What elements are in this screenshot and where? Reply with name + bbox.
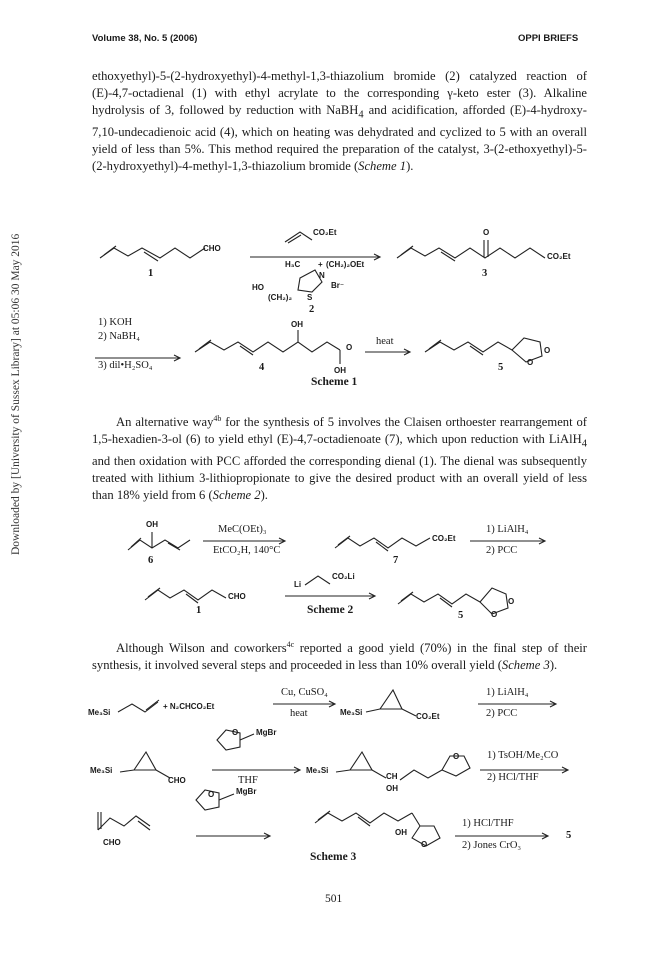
s2-o2: O — [491, 610, 498, 619]
p1-sub: 4 — [358, 109, 364, 121]
p2-text-c: and then oxidation with PCC afforded the corresponding dienal (1). The dienal was subsequently treated with lithium 3-lithiopropionate to give the desired product with an overall yield of less than 18% yield from 6 ( — [92, 453, 587, 502]
s3-me3si-1: Me₃Si — [88, 708, 111, 717]
s1-cho: CHO — [203, 244, 221, 253]
s2-li: Li — [294, 580, 302, 589]
lactone-5b — [398, 594, 480, 604]
p2-sub: 4 — [581, 438, 587, 450]
s2-reagent-1: MeC(OEt)₃ — [218, 524, 267, 535]
s3-hcl-2: 1) HCl/THF — [462, 818, 514, 829]
s3-diazo: + N₂CHCO₂Et — [163, 702, 215, 711]
cyclopropane-1 — [380, 690, 402, 709]
p1-text-d: ). — [406, 158, 414, 173]
s3-co2et: CO₂Et — [416, 712, 440, 721]
s3-cond-heat: heat — [290, 708, 308, 719]
s2-co2li: CO₂Li — [332, 572, 355, 581]
s1-cat-s: S — [307, 293, 313, 302]
s1-heat: heat — [376, 336, 394, 347]
s1-keto-o: O — [483, 228, 490, 237]
s3-cho-2: CHO — [103, 838, 121, 847]
page-number: 501 — [325, 893, 343, 905]
s1-label-1: 1 — [148, 268, 154, 279]
s1-co2et: CO₂Et — [547, 252, 571, 261]
p1-text-a: ethoxyethyl)-5-(2-hydroxyethyl)-4-methyl-1,3-thiazolium bromide (2) catalyzed reaction of (E)-4,7-octadienal (1) with ethyl acrylate to the corresponding γ-keto ester (3). Alkaline hydrolysis of 3, followed by reduction with NaBH — [92, 69, 587, 117]
allylsilane — [118, 702, 158, 712]
s1-cat-ch2: (CH₂)₂ — [268, 293, 292, 302]
paragraph-2 — [92, 410, 587, 504]
p2-text-b: for the synthesis of 5 involves the Claisen orthoester rearrangement of 1,5-hexadien-3-ol (6) to yield ethyl (E)-4,7-octadienoate (7), which upon reduction with LiAlH — [92, 415, 588, 447]
journal-section: OPPI BRIEFS — [518, 33, 579, 44]
p1-scheme-ref: Scheme 1 — [358, 158, 407, 173]
dienal-trienal — [98, 816, 150, 830]
s2-label-1: 1 — [196, 605, 202, 616]
p3-text-b: reported a good yield (70%) in the final step of their synthesis, it involved several steps and proceeded in less than 10% overall yield ( — [92, 641, 587, 673]
s1-cond-koh: 1) KOH — [98, 317, 133, 328]
s3-lialh4: 1) LiAlH₄ — [486, 687, 529, 698]
p2-scheme-ref: Scheme 2 — [212, 487, 261, 502]
s3-ox-3: O — [208, 790, 215, 799]
s2-reagent-2: EtCO₂H, 140°C — [213, 545, 281, 556]
s3-mgbr-1: MgBr — [256, 728, 277, 737]
s2-cond-1: 1) LiAlH₄ — [486, 524, 529, 535]
s3-ch: CH — [386, 772, 398, 781]
p2-text-a: An alternative way — [116, 415, 214, 430]
s3-ox-2: O — [453, 752, 460, 761]
hydroxy-acid-4 — [195, 342, 340, 352]
s2-label-5: 5 — [458, 610, 464, 621]
p3-text-d: ). — [549, 658, 558, 673]
s2-oh: OH — [146, 520, 158, 529]
scheme-1-title: Scheme 1 — [311, 376, 358, 388]
s2-label-7: 7 — [393, 555, 399, 566]
s1-oh-top: OH — [291, 320, 303, 329]
s2-cho: CHO — [228, 592, 246, 601]
s3-thf: THF — [238, 775, 258, 786]
s2-label-6: 6 — [148, 555, 154, 566]
p2-ref: 4b — [213, 414, 222, 423]
paragraph-3 — [92, 636, 587, 674]
p2-text-e: ). — [260, 487, 268, 502]
s3-pcc: 2) PCC — [486, 708, 518, 719]
s3-me3si-4: Me₃Si — [306, 766, 329, 775]
s3-me3si-2: Me₃Si — [340, 708, 363, 717]
scheme-3-title: Scheme 3 — [310, 851, 357, 863]
s3-oh: OH — [386, 784, 398, 793]
s3-oh-2: OH — [395, 828, 407, 837]
s1-label-5: 5 — [498, 362, 504, 373]
s3-me3si-3: Me₃Si — [90, 766, 113, 775]
s1-label-2: 2 — [309, 304, 315, 315]
s1-cat-n: N — [319, 271, 325, 280]
s3-ox-4: O — [421, 840, 428, 849]
s1-cond-acid: 3) dil•H₂SO₄ — [98, 360, 153, 371]
s2-co2et: CO₂Et — [432, 534, 456, 543]
s1-oh-bottom: OH — [334, 366, 346, 375]
journal-volume: Volume 38, No. 5 (2006) — [92, 33, 198, 44]
download-notice: Downloaded by [University of Sussex Library] at 05:06 30 May 2016 — [10, 233, 22, 555]
s1-cat-plus: + — [318, 260, 323, 269]
s1-acrylate: CO₂Et — [313, 228, 337, 237]
dbl-bond — [104, 246, 116, 255]
s1-cat-br: Br⁻ — [331, 281, 345, 290]
s1-lactone-o2: O — [527, 358, 534, 367]
s1-cond-nabh4: 2) NaBH₄ — [98, 331, 140, 342]
s3-product-5: 5 — [566, 830, 572, 841]
p3-ref: 4c — [286, 640, 295, 649]
s1-cat-h3c: H₃C — [285, 260, 301, 269]
cyclopropane-3 — [350, 752, 372, 770]
s1-label-3: 3 — [482, 268, 488, 279]
s1-cat-sidechain: (CH₂)₂OEt — [326, 260, 365, 269]
keto-ester-3 — [397, 248, 545, 258]
s3-mgbr-2: MgBr — [236, 787, 257, 796]
p3-scheme-ref: Scheme 3 — [501, 658, 550, 673]
s2-o1: O — [508, 597, 515, 606]
s3-tsoh: 1) TsOH/Me₂CO — [487, 750, 559, 761]
s3-ox-1: O — [232, 728, 239, 737]
s3-cond-cu: Cu, CuSO₄ — [281, 687, 328, 698]
s1-lactone-o: O — [544, 346, 551, 355]
s1-cat-ho: HO — [252, 283, 264, 292]
s1-label-4: 4 — [259, 362, 265, 373]
p3-text-a: Although Wilson and coworkers — [116, 641, 287, 656]
cyclopropane-2 — [134, 752, 156, 770]
s1-acid-o: O — [346, 343, 353, 352]
s3-cho: CHO — [168, 776, 186, 785]
dienal-1-skeleton — [100, 248, 205, 258]
p1-text-b: and acidification, afforded (E)-4-hydroxy-7,10-undecadienoic acid (4), which on heating was dehydrated and cyclized to 5 with an overall yield of less than 5%. This method required the preparation of the catalyst, 3-(2-ethoxyethyl)-5-(2-hydroxyethyl)-4-methyl-1,3-thiazolium bromide ( — [92, 103, 587, 173]
dienal-1b — [145, 590, 226, 600]
lactone-5 — [425, 342, 512, 352]
s2-cond-2: 2) PCC — [486, 545, 518, 556]
s3-jones: 2) Jones CrO₃ — [462, 840, 522, 851]
scheme-2-title: Scheme 2 — [307, 604, 354, 616]
s3-hcl: 2) HCl/THF — [487, 772, 539, 783]
